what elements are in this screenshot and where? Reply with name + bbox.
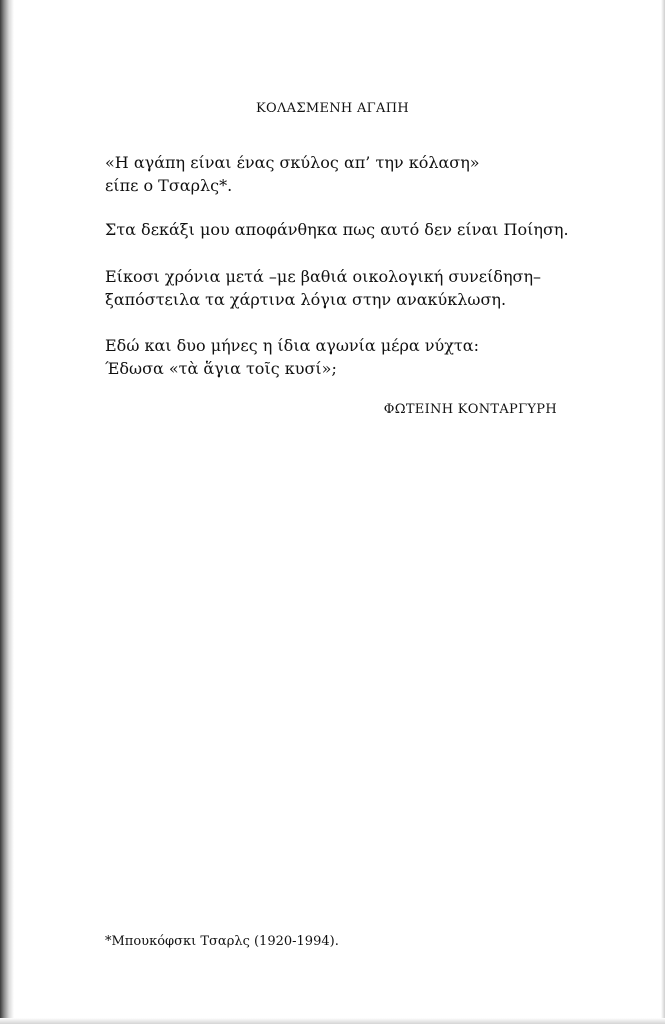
poem-line: Είκοσι χρόνια μετά –με βαθιά οικολογική συνείδηση– (105, 267, 542, 286)
stanza-1 (105, 151, 625, 197)
poem-line: Έδωσα «τὰ ἅγια τοῖς κυσί»; (105, 359, 337, 378)
poem-line: Εδώ και δυο μήνες η ίδια αγωνία μέρα νύχτα: (105, 336, 479, 355)
author-name: ΦΩΤΕΙΝΗ ΚΟΝΤΑΡΓΥΡΗ (383, 402, 557, 417)
poem-line: Στα δεκάξι μου αποφάνθηκα πως αυτό δεν είναι Ποίηση. (105, 220, 569, 239)
page-bottom-edge (0, 1018, 665, 1024)
poem-line: είπε ο Τσαρλς*. (105, 176, 233, 195)
poem-line: ξαπόστειλα τα χάρτινα λόγια στην ανακύκλωση. (105, 290, 507, 309)
poem-line: «Η αγάπη είναι ένας σκύλος απ’ την κόλαση» (105, 153, 480, 172)
stanza-4 (105, 334, 625, 380)
page-binding-shadow (0, 0, 14, 1024)
page-right-edge (661, 0, 665, 1024)
stanza-2 (105, 218, 625, 241)
footnote: *Μπουκόφσκι Τσαρλς (1920-1994). (105, 934, 339, 949)
poem-title: ΚΟΛΑΣΜΕΝΗ ΑΓΑΠΗ (256, 101, 409, 116)
stanza-3 (105, 265, 625, 311)
